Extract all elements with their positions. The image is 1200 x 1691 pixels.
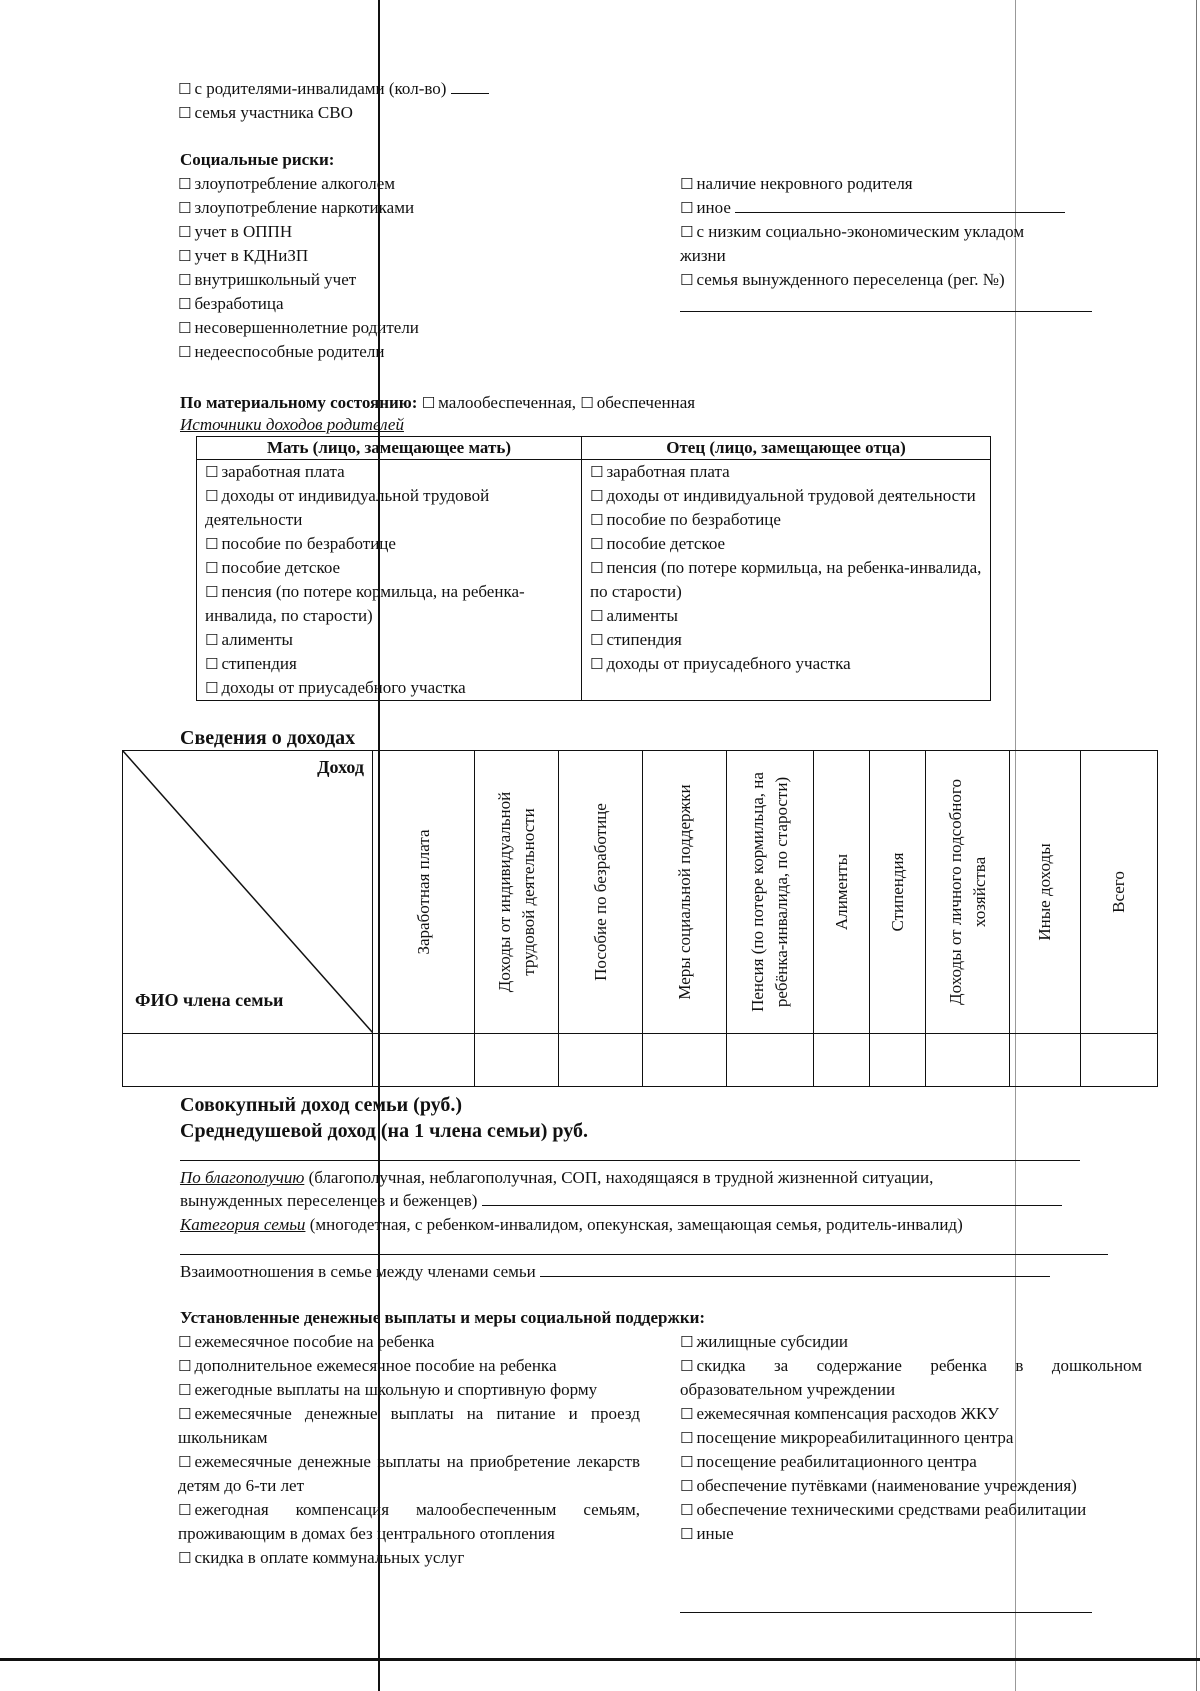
col-label: Меры социальной поддержки [674, 784, 694, 1000]
payment-preschool-discount[interactable]: ☐ скидка за содержание ребенка в дошкольном образовательном учреждении [680, 1354, 1142, 1402]
col-household [926, 751, 1010, 1034]
risk-oppn[interactable]: ☐ учет в ОППН [178, 220, 419, 244]
risk-school[interactable]: ☐ внутришкольный учет [178, 268, 419, 292]
material-low-income[interactable]: ☐ малообеспеченная, [422, 393, 576, 412]
mother-salary[interactable]: ☐ заработная плата [205, 460, 577, 484]
payments-right-list [680, 1330, 1142, 1546]
income-info-table [122, 750, 1158, 1087]
col-stipend [870, 751, 926, 1034]
col-label: Стипендия [887, 852, 907, 932]
social-risks-left-list [178, 172, 419, 364]
father-child-benefit[interactable]: ☐ пособие детское [590, 532, 986, 556]
col-label: Доходы от личного подсобного хозяйства [945, 779, 989, 1005]
mother-column [197, 460, 582, 701]
col-alimony [814, 751, 870, 1034]
risk-drugs[interactable]: ☐ злоупотребление наркотиками [178, 196, 419, 220]
risk-incapable-parents[interactable]: ☐ недееспособные родители [178, 340, 419, 364]
father-individual-activity[interactable]: ☐ доходы от индивидуальной трудовой деятельности [590, 484, 986, 508]
payment-other[interactable]: ☐ иные [680, 1522, 1142, 1546]
income-sources-table [196, 436, 991, 701]
payment-vouchers[interactable]: ☐ обеспечение путёвками (наименование учреждения) [680, 1474, 1142, 1498]
checkbox-label: ☐ семья участника СВО [178, 103, 353, 122]
payment-heating-compensation[interactable]: ☐ ежегодная компенсация малообеспеченным семьям, проживающим в домах без центрального отопления [178, 1498, 640, 1546]
mother-header: Мать (лицо, замещающее мать) [197, 437, 582, 460]
cell-other[interactable] [1010, 1034, 1081, 1087]
risk-low-socioeconomic-cont: жизни [680, 246, 726, 265]
cell-alimony[interactable] [814, 1034, 870, 1087]
blank-field[interactable] [680, 1612, 1092, 1613]
col-total [1081, 751, 1158, 1034]
payment-technical-aids[interactable]: ☐ обеспечение техническими средствами реабилитации [680, 1498, 1142, 1522]
checkbox-label: ☐ иное [680, 198, 731, 217]
wellbeing-line [180, 1166, 933, 1190]
col-unemployment [559, 751, 643, 1034]
risk-kdnizp[interactable]: ☐ учет в КДНиЗП [178, 244, 419, 268]
blank-field[interactable] [735, 198, 1065, 213]
mother-alimony[interactable]: ☐ алименты [205, 628, 577, 652]
wellbeing-label: По благополучию [180, 1168, 305, 1187]
payment-meals-transport[interactable]: ☐ ежемесячные денежные выплаты на питание и проезд школьникам [178, 1402, 640, 1450]
wellbeing-text-2: вынужденных переселенцев и беженцев) [180, 1191, 478, 1210]
blank-field[interactable] [540, 1262, 1050, 1277]
father-column [582, 460, 991, 701]
payment-medicines[interactable]: ☐ ежемесячные денежные выплаты на приобретение лекарств детям до 6-ти лет [178, 1450, 640, 1498]
father-plot-income[interactable]: ☐ доходы от приусадебного участка [590, 652, 986, 676]
risk-low-socioeconomic[interactable]: ☐ с низким социально-экономическим укладом [680, 220, 1065, 244]
wellbeing-text: (благополучная, неблагополучная, СОП, находящаяся в трудной жизненной ситуации, [304, 1168, 934, 1187]
material-state [180, 391, 695, 415]
income-sources-title: Источники доходов родителей [180, 415, 404, 434]
col-salary [373, 751, 475, 1034]
blank-field[interactable] [180, 1254, 1108, 1255]
cell-salary[interactable] [373, 1034, 475, 1087]
payment-rehab-center[interactable]: ☐ посещение реабилитационного центра [680, 1450, 1142, 1474]
corner-member-name: ФИО члена семьи [135, 990, 284, 1010]
mother-individual-activity[interactable]: ☐ доходы от индивидуальной трудовой деятельности [205, 484, 577, 532]
col-label: Иные доходы [1035, 843, 1054, 941]
col-individual-activity [475, 751, 559, 1034]
social-risks-right-list [680, 172, 1065, 292]
risk-unemployment[interactable]: ☐ безработица [178, 292, 419, 316]
payment-monthly-child[interactable]: ☐ ежемесячное пособие на ребенка [178, 1330, 640, 1354]
risk-minor-parents[interactable]: ☐ несовершеннолетние родители [178, 316, 419, 340]
blank-field[interactable] [180, 1160, 1080, 1161]
col-label: Пособие по безработице [590, 803, 610, 981]
blank-field[interactable] [680, 311, 1092, 312]
mother-child-benefit[interactable]: ☐ пособие детское [205, 556, 577, 580]
col-pension [727, 751, 814, 1034]
mother-stipend[interactable]: ☐ стипендия [205, 652, 577, 676]
wellbeing-line-2 [180, 1189, 1062, 1213]
scan-bottom-edge [0, 1658, 1200, 1661]
cell-stipend[interactable] [870, 1034, 926, 1087]
item-svo-family[interactable] [178, 101, 353, 125]
col-label: Доходы от индивидуальной трудовой деятельности [494, 791, 538, 993]
cell-member[interactable] [123, 1034, 373, 1087]
category-line [180, 1213, 963, 1237]
col-label: Пенсия (по потере кормильца, на ребёнка-инвалида, по старости) [748, 772, 791, 1012]
scan-line-right [1196, 0, 1197, 1691]
payment-utility-discount[interactable]: ☐ скидка в оплате коммунальных услуг [178, 1546, 640, 1570]
risk-forced-migrant[interactable]: ☐ семья вынужденного переселенца (рег. №) [680, 268, 1065, 292]
cell-household[interactable] [926, 1034, 1010, 1087]
mother-pension[interactable]: ☐ пенсия (по потере кормильца, на ребенка-инвалида, по старости) [205, 580, 577, 628]
cell-total[interactable] [1081, 1034, 1158, 1087]
corner-cell [123, 751, 373, 1034]
category-text: (многодетная, с ребенком-инвалидом, опекунская, замещающая семья, родитель-инвалид) [305, 1215, 963, 1234]
blank-field[interactable] [451, 79, 489, 94]
father-header: Отец (лицо, замещающее отца) [582, 437, 991, 460]
father-unemployment[interactable]: ☐ пособие по безработице [590, 508, 986, 532]
checkbox-label: ☐ с родителями-инвалидами (кол-во) [178, 79, 446, 98]
risk-other[interactable] [680, 196, 1065, 220]
item-disabled-parents[interactable] [178, 77, 489, 101]
category-label: Категория семьи [180, 1215, 306, 1234]
corner-income: Доход [317, 757, 364, 777]
relations-label: Взаимоотношения в семье между членами семьи [180, 1262, 536, 1281]
payments-title: Установленные денежные выплаты и меры социальной поддержки: [180, 1308, 706, 1327]
mother-plot-income[interactable]: ☐ доходы от приусадебного участка [205, 676, 577, 700]
cell-unemployment[interactable] [559, 1034, 643, 1087]
per-capita-income: Среднедушевой доход (на 1 члена семьи) руб. [180, 1120, 588, 1142]
total-income: Совокупный доход семьи (руб.) [180, 1094, 463, 1116]
risk-alcohol[interactable]: ☐ злоупотребление алкоголем [178, 172, 419, 196]
father-salary[interactable]: ☐ заработная плата [590, 460, 986, 484]
risk-non-blood-parent[interactable]: ☐ наличие некровного родителя [680, 172, 1065, 196]
material-secure[interactable]: ☐ обеспеченная [580, 393, 695, 412]
payments-left-list [178, 1330, 640, 1570]
payment-micro-rehab[interactable]: ☐ посещение микрореабилитацинного центра [680, 1426, 1142, 1450]
payment-school-uniform[interactable]: ☐ ежегодные выплаты на школьную и спортивную форму [178, 1378, 640, 1402]
cell-individual-activity[interactable] [475, 1034, 559, 1087]
income-info-title: Сведения о доходах [180, 727, 356, 749]
payment-additional-monthly[interactable]: ☐ дополнительное ежемесячное пособие на ребенка [178, 1354, 640, 1378]
relations-line [180, 1260, 1050, 1284]
col-label: Всего [1109, 871, 1128, 913]
col-label: Заработная плата [413, 829, 433, 955]
father-pension[interactable]: ☐ пенсия (по потере кормильца, на ребенка-инвалида, по старости) [590, 556, 986, 604]
blank-field[interactable] [482, 1191, 1062, 1206]
mother-unemployment[interactable]: ☐ пособие по безработице [205, 532, 577, 556]
col-social-support [643, 751, 727, 1034]
cell-social-support[interactable] [643, 1034, 727, 1087]
table-row [123, 1034, 1158, 1087]
payment-housing-compensation[interactable]: ☐ ежемесячная компенсация расходов ЖКУ [680, 1402, 1142, 1426]
cell-pension[interactable] [727, 1034, 814, 1087]
payment-housing-subsidy[interactable]: ☐ жилищные субсидии [680, 1330, 1142, 1354]
father-stipend[interactable]: ☐ стипендия [590, 628, 986, 652]
material-label: По материальному состоянию: [180, 393, 418, 412]
social-risks-title: Социальные риски: [180, 150, 335, 169]
father-alimony[interactable]: ☐ алименты [590, 604, 986, 628]
col-other [1010, 751, 1081, 1034]
col-label: Алименты [831, 853, 851, 931]
